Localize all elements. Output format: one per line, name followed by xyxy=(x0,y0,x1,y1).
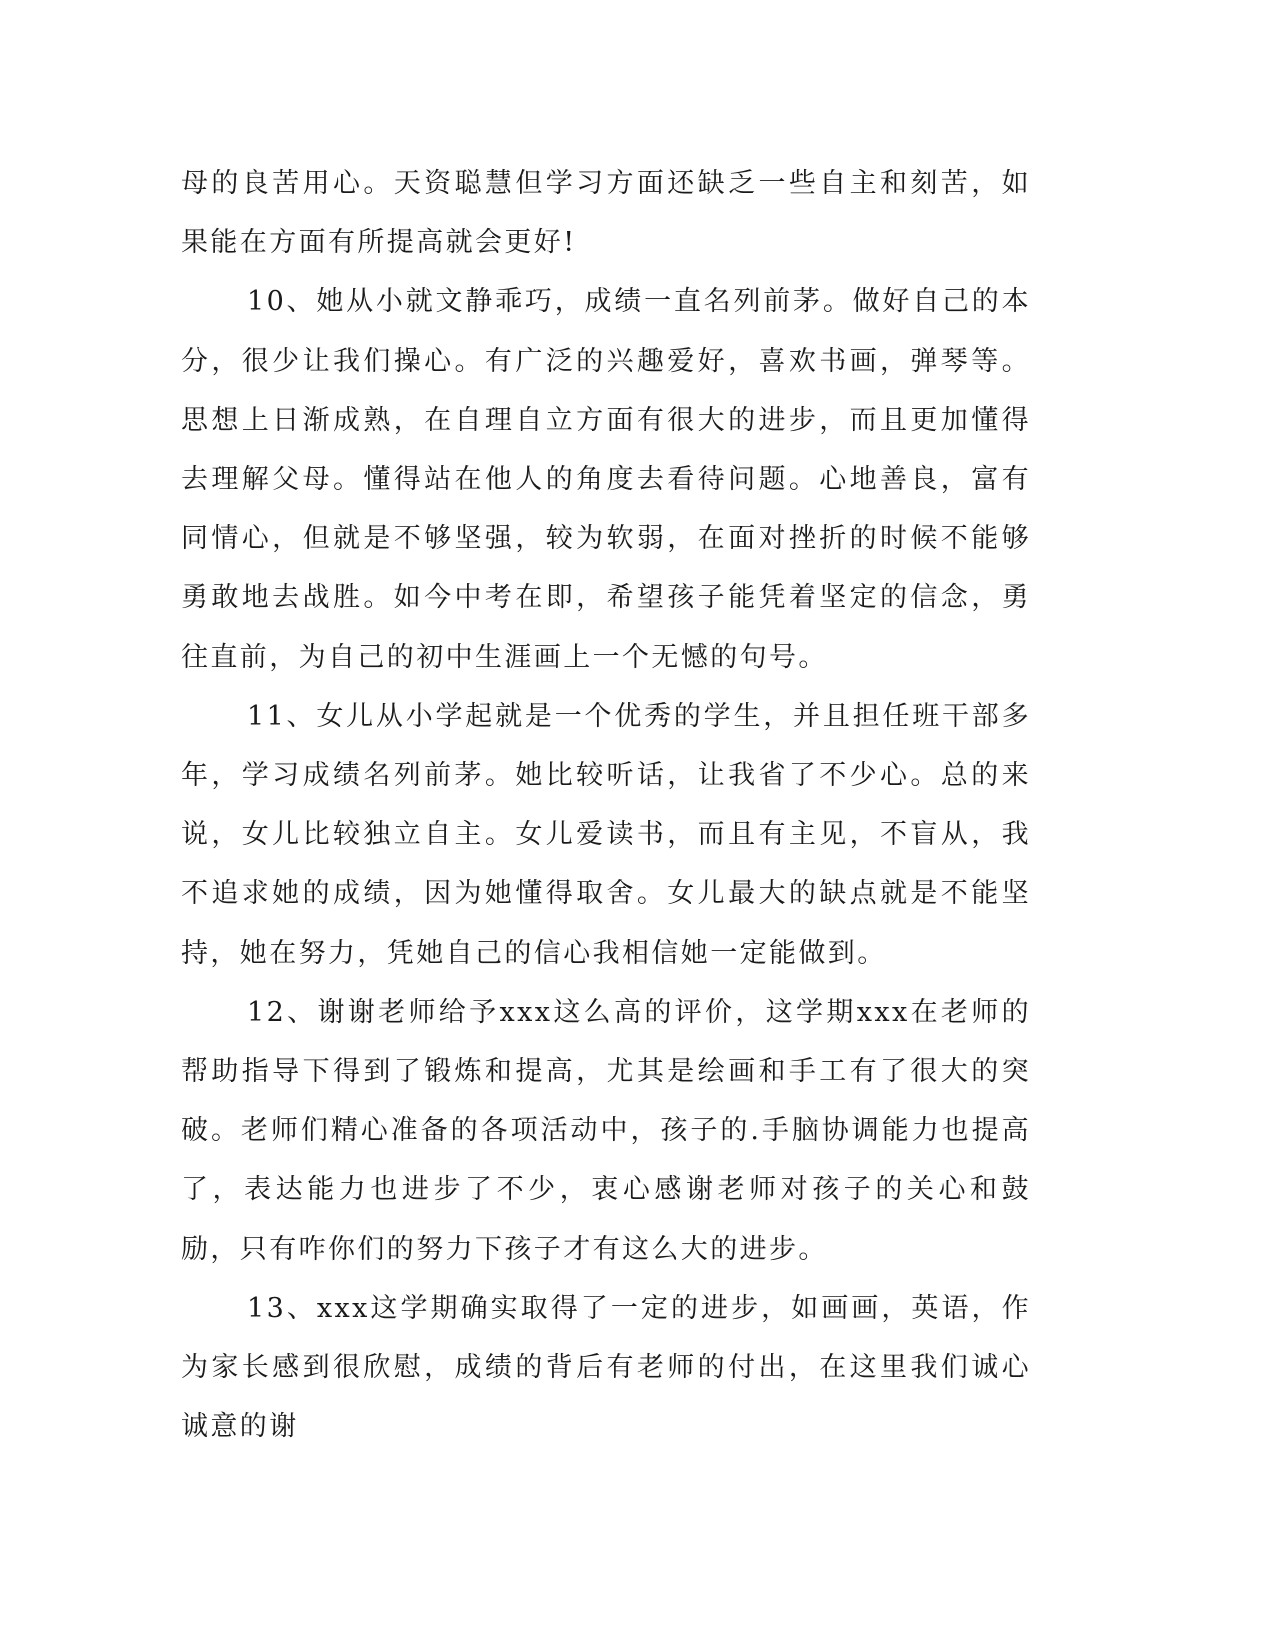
paragraph-item-11: 11、女儿从小学起就是一个优秀的学生，并且担任班干部多年，学习成绩名列前茅。她比较听话，让我省了不少心。总的来说，女儿比较独立自主。女儿爱读书，而且有主见，不盲从，我不追求她的成绩，因为她懂得取舍。女儿最大的缺点就是不能坚持，她在努力，凭她自己的信心我相信她一定能做到。 xyxy=(181,700,1031,969)
paragraph-item-13: 13、xxx这学期确实取得了一定的进步，如画画，英语，作为家长感到很欣慰，成绩的背后有老师的付出，在这里我们诚心诚意的谢 xyxy=(181,1292,1031,1443)
paragraph-item-10: 10、她从小就文静乖巧，成绩一直名列前茅。做好自己的本分，很少让我们操心。有广泛的兴趣爱好，喜欢书画，弹琴等。思想上日渐成熟，在自理自立方面有很大的进步，而且更加懂得去理解父母。懂得站在他人的角度去看待问题。心地善良，富有同情心，但就是不够坚强，较为软弱，在面对挫折的时候不能够勇敢地去战胜。如今中考在即，希望孩子能凭着坚定的信念，勇往直前，为自己的初中生涯画上一个无憾的句号。 xyxy=(181,286,1031,673)
paragraph-continuation: 母的良苦用心。天资聪慧但学习方面还缺乏一些自主和刻苦，如果能在方面有所提高就会更好! xyxy=(181,168,1031,259)
document-body xyxy=(181,154,1031,1456)
paragraph-item-12: 12、谢谢老师给予xxx这么高的评价，这学期xxx在老师的帮助指导下得到了锻炼和提高，尤其是绘画和手工有了很大的突破。老师们精心准备的各项活动中，孩子的.手脑协调能力也提高了，表达能力也进步了不少，衷心感谢老师对孩子的关心和鼓励，只有咋你们的努力下孩子才有这么大的进步。 xyxy=(181,996,1031,1265)
